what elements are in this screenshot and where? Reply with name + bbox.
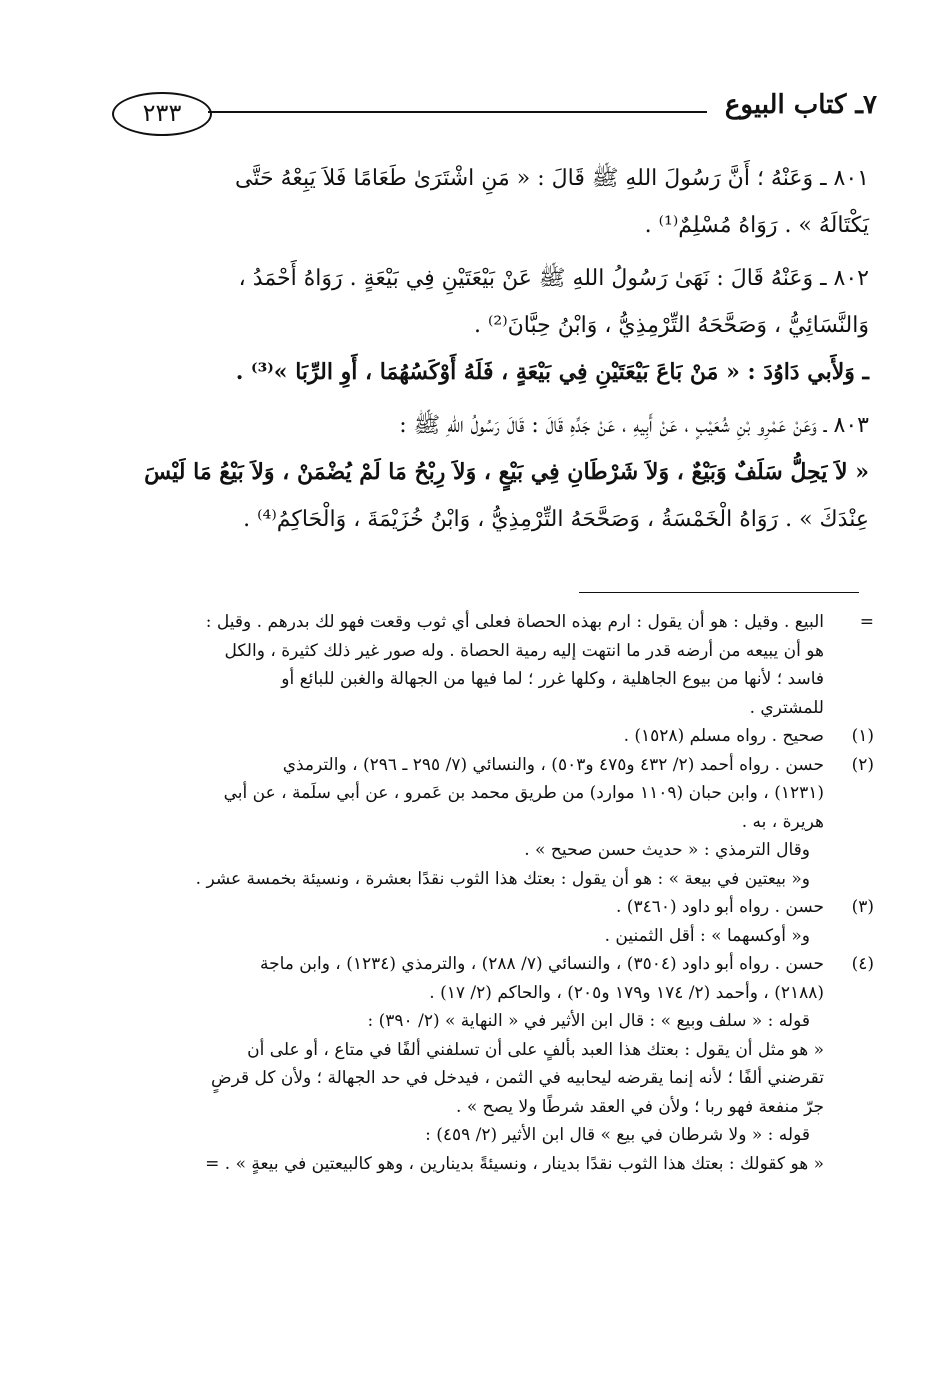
- footnote-marker: (١): [851, 726, 874, 746]
- footnote-line: حسن . رواه أبو داود (٣٤٦٠) .: [615, 897, 824, 917]
- footnote-body: [64, 608, 824, 722]
- hadith-801: [69, 155, 869, 249]
- footnote-line: فاسد ؛ لأنها من بيوع الجاهلية ، وكلها غرر ؛ لما فيها من الجهالة والغبن للبائع أو: [281, 669, 824, 689]
- hadith-line: « لاَ يَحِلُّ سَلَفٌ وَبَيْعٌ ، وَلاَ شَرْطَانِ فِي بَيْعٍ ، وَلاَ رِبْحُ مَا لَمْ يُضْمَنْ ، وَلاَ بَيْعُ مَا لَيْسَ: [144, 459, 869, 485]
- footnote-line: « هو مثل أن يقول : بعتك هذا العبد بألفٍ على أن تسلفني ألفًا في متاع ، أو على أن: [247, 1039, 824, 1060]
- footnote-body: [64, 751, 824, 894]
- footnote-4: [64, 950, 874, 1178]
- footnote-line: هريرة ، به .: [741, 811, 824, 832]
- footnote-line: (٢١٨٨) ، وأحمد (٢/ ١٧٤ و١٧٩ و٢٠٥) ، والحاكم (٢/ ١٧) .: [429, 982, 824, 1003]
- hadith-line: ٨٠١ ـ وَعَنْهُ ؛ أَنَّ رَسُولَ اللهِ ﷺ قَالَ : « مَنِ اشْتَرَىٰ طَعَامًا فَلاَ يَبِعْهُ حَتَّى: [235, 166, 869, 191]
- hadith-line: يَكْتَالَهُ » . رَوَاهُ مُسْلِمٌ⁽¹⁾ .: [644, 213, 869, 238]
- footnote-line: و« بيعتين في بيعة » : هو أن يقول : بعتك هذا الثوب نقدًا بعشرة ، ونسيئة بخمسة عشر .: [195, 868, 810, 889]
- footnote-line: قوله : « سلف وبيع » : قال ابن الأثير في « النهاية » (٢/ ٣٩٠) :: [367, 1011, 810, 1031]
- footnote-body: [64, 722, 824, 751]
- footnote-line: جرّ منفعة فهو ربا ؛ ولأن في العقد شرطًا ولا يصح » .: [456, 1096, 824, 1117]
- footnote-line: (١٢٣١) ، وابن حبان (١١٠٩ موارد) من طريق محمد بن عَمرو ، عن أبي سلَمة ، عن أبي: [223, 783, 824, 803]
- header-rule: [208, 111, 707, 113]
- footnote-line: صحيح . رواه مسلم (١٥٢٨) .: [623, 726, 824, 746]
- footnote-2: [64, 751, 874, 894]
- footnote-1: [64, 722, 874, 751]
- footnote-line: تقرضني ألفًا ؛ لأنه إنما يقرضه ليحابيه في الثمن ، فيدخل في حد الجهالة ؛ ولأن كل قرضٍ: [211, 1068, 824, 1088]
- hadith-803: [69, 402, 869, 543]
- page-number: ٢٣٣: [112, 92, 212, 136]
- footnote-body: [64, 950, 824, 1178]
- footnote-line: و« أوكسهما » : أقل الثمنين .: [604, 925, 810, 946]
- footnote-line: هو أن يبيعه من أرضه قدر ما انتهت إليه رمية الحصاة . وله صور غير ذلك كثيرة ، والكل: [224, 640, 824, 661]
- hadith-line: وَالنَّسَائِيُّ ، وَصَحَّحَهُ التِّرْمِذِيُّ ، وَابْنُ حِبَّانَ⁽²⁾ .: [474, 313, 869, 338]
- hadith-line: عِنْدَكَ » . رَوَاهُ الْخَمْسَةُ ، وَصَحَّحَهُ التِّرْمِذِيُّ ، وَابْنُ خُزَيْمَةَ ، وَالْحَاكِمُ⁽⁴⁾ .: [243, 507, 869, 532]
- footnote-marker: (٤): [851, 954, 874, 974]
- page-header: [112, 84, 877, 140]
- footnote-marker: (٣): [851, 897, 874, 917]
- footnote-line: حسن . رواه أبو داود (٣٥٠٤) ، والنسائي (٧/ ٢٨٨) ، والترمذي (١٢٣٤) ، وابن ماجة: [259, 954, 824, 974]
- footnote-line: قوله : « ولا شرطان في بيع » قال ابن الأثير (٢/ ٤٥٩) :: [425, 1125, 810, 1145]
- footnote-line: حسن . رواه أحمد (٢/ ٤٣٢ و٤٧٥ و٥٠٣) ، والنسائي (٧/ ٢٩٥ ـ ٢٩٦) ، والترمذي: [282, 754, 824, 775]
- footnote-separator: [579, 592, 859, 593]
- hadith-line: ـ وَلأَبي دَاوُدَ : « مَنْ بَاعَ بَيْعَتَيْنِ فِي بَيْعَةٍ ، فَلَهُ أَوْكَسُهُمَا ، أَوِ الرِّبَا »⁽³⁾ .: [235, 359, 869, 385]
- hadith-line: ٨٠٣ ـ وَعَنْ عَمْرِو بْنِ شُعَيْبٍ ، عَنْ أَبِيهِ ، عَنْ جَدِّهِ قَالَ : قَالَ رَسُولُ اللهِ ﷺ :: [399, 413, 869, 438]
- chapter-title: ٧ـ كتاب البيوع: [724, 90, 877, 120]
- footnote-line: « هو كقولك : بعتك هذا الثوب نقدًا بدينار ، ونسيئةً بدينارين ، وهو كالبيعتين في بيعةٍ » . =: [205, 1153, 824, 1174]
- footnote-line: وقال الترمذي : « حديث حسن صحيح » .: [524, 840, 810, 860]
- footnote-marker: =: [859, 612, 874, 632]
- footnote-line: البيع . وقيل : هو أن يقول : ارم بهذه الحصاة فعلى أي ثوب وقعت فهو لك بدرهم . وقيل :: [205, 612, 824, 632]
- footnotes: [64, 608, 874, 1178]
- footnote-body: [64, 893, 824, 950]
- footnote-marker: (٢): [851, 754, 874, 775]
- hadith-802: [69, 255, 869, 396]
- footnote-3: [64, 893, 874, 950]
- hadith-line: ٨٠٢ ـ وَعَنْهُ قَالَ : نَهَىٰ رَسُولُ اللهِ ﷺ عَنْ بَيْعَتَيْنِ فِي بَيْعَةٍ . رَوَاهُ أَحْمَدُ ،: [238, 266, 869, 291]
- footnote-line: للمشتري .: [749, 697, 824, 718]
- footnote-continuation: [64, 608, 874, 722]
- main-text: [69, 155, 869, 549]
